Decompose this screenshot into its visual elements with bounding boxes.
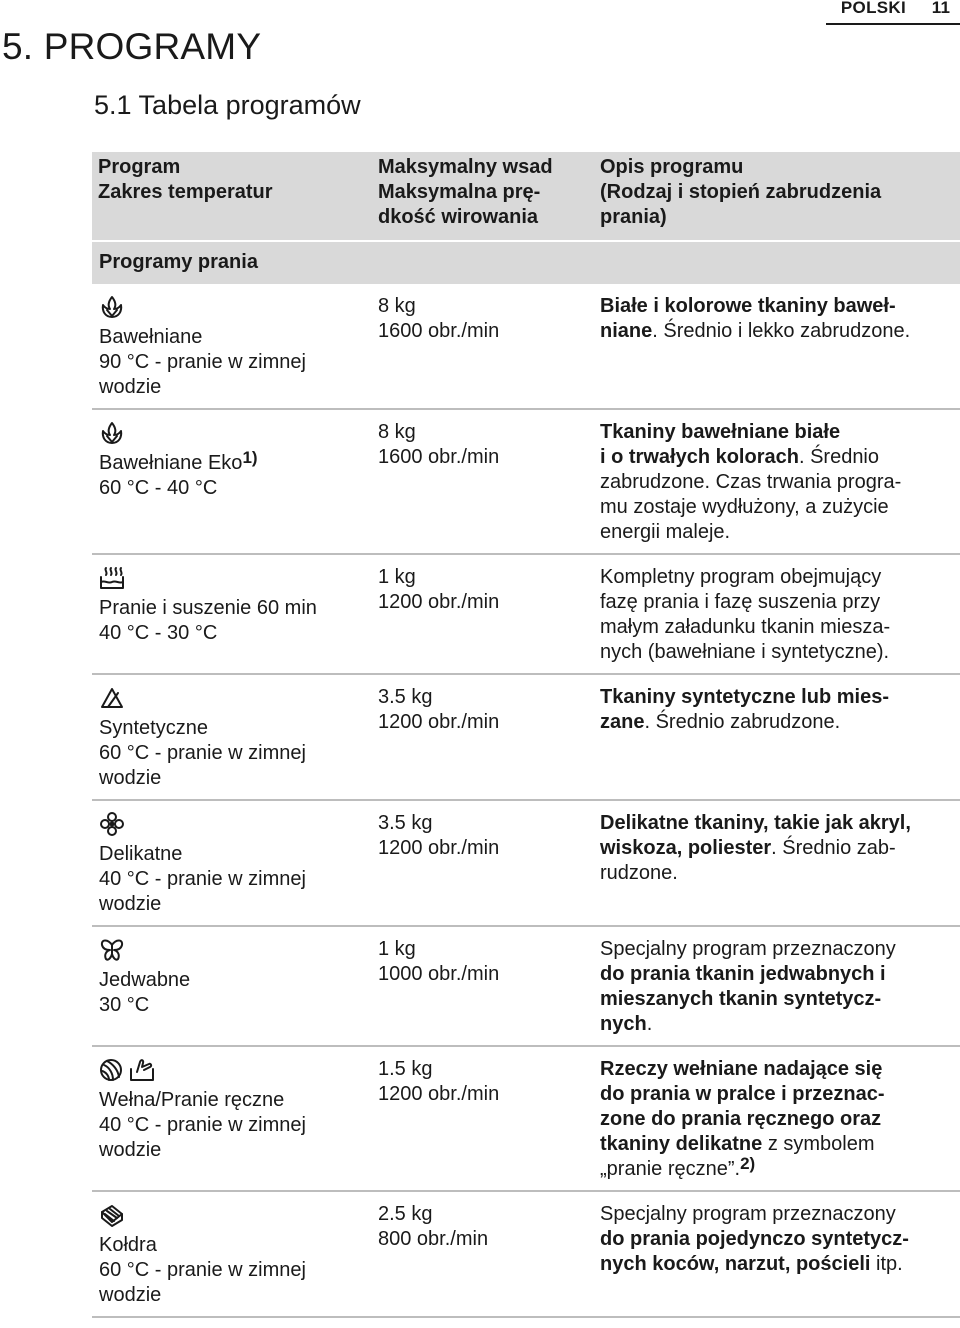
description-cell: [591, 674, 960, 800]
description-cell: [591, 409, 960, 554]
description-line: [600, 420, 954, 445]
handwash-basin-icon: [129, 1057, 155, 1083]
program-name-text: Jedwabne: [99, 969, 191, 991]
description-line: [600, 1154, 954, 1182]
max-spin: 1200 obr./min: [378, 837, 500, 859]
description-text: fazę prania i fazę suszenia przy: [600, 591, 881, 613]
program-cell: [92, 926, 370, 1046]
description-cell: [591, 926, 960, 1046]
max-spin: 1200 obr./min: [378, 1083, 500, 1105]
programs-table: [92, 152, 960, 1318]
description-text: .: [646, 1013, 653, 1035]
header-rule: [826, 23, 960, 25]
wool-yarn-icon: [99, 1057, 125, 1083]
description-bold-text: Białe i kolorowe tkaniny baweł-: [600, 295, 896, 317]
description-line: [600, 685, 954, 710]
header-load: [370, 152, 591, 241]
description-bold-text: Tkaniny syntetyczne lub mies-: [600, 686, 889, 708]
program-name: [99, 716, 370, 741]
header-load-line: dkość wirowania: [378, 206, 539, 228]
wool-handwash-icon: [99, 1057, 155, 1083]
wash-and-dry-icon: [99, 565, 125, 591]
header-program-line: Program: [98, 156, 181, 178]
description-text: zabrudzone. Czas trwania progra-: [600, 471, 902, 493]
section-label: Programy prania: [92, 241, 960, 284]
max-spin: 1200 obr./min: [378, 711, 500, 733]
table-row: [92, 554, 960, 674]
program-name-text: Syntetyczne: [99, 717, 208, 739]
header-load-line: Maksymalny wsad: [378, 156, 553, 178]
description-text: Specjalny program przeznaczony: [600, 938, 896, 960]
max-load: 1 kg: [378, 566, 416, 588]
description-bold-text: zone do prania ręcznego oraz: [600, 1108, 882, 1130]
description-line: [600, 1057, 954, 1082]
header-load-line: Maksymalna prę-: [378, 181, 541, 203]
program-name: [99, 968, 370, 993]
table-header-row: [92, 152, 960, 241]
program-name: [99, 842, 370, 867]
description-text: mu zostaje wydłużony, a zużycie: [600, 496, 889, 518]
temperature-range: wodzie: [99, 1139, 162, 1161]
description-line: [600, 495, 954, 520]
temperature-range: wodzie: [99, 1284, 162, 1306]
temperature-range: wodzie: [99, 893, 162, 915]
description-line: [600, 294, 954, 319]
max-spin: 1600 obr./min: [378, 446, 500, 468]
footnote-ref: 1): [242, 448, 258, 467]
description-text: . Średnio zab-: [771, 837, 896, 859]
delicate-flower-icon: [99, 811, 125, 837]
program-name-text: Bawełniane: [99, 326, 203, 348]
max-load: 8 kg: [378, 295, 416, 317]
description-line: [600, 710, 954, 735]
description-line: [600, 962, 954, 987]
program-cell: [92, 1191, 370, 1317]
description-line: [600, 1132, 954, 1157]
max-load: 1 kg: [378, 938, 416, 960]
header-description-line: Opis programu: [600, 156, 744, 178]
table-row: [92, 1191, 960, 1317]
description-line: [600, 1082, 954, 1107]
description-text: małym załadunku tkanin miesza-: [600, 616, 891, 638]
section-row: [92, 241, 960, 284]
section-title: 5.1 Tabela programów: [94, 90, 361, 120]
description-bold-text: zane: [600, 711, 645, 733]
description-text: itp.: [870, 1253, 903, 1275]
program-name-text: Bawełniane Eko: [99, 452, 243, 474]
description-bold-text: do prania w pralce i przeznac-: [600, 1083, 885, 1105]
header-program-line: Zakres temperatur: [98, 181, 273, 203]
program-cell: [92, 409, 370, 554]
description-text: rudzone.: [600, 862, 678, 884]
description-line: [600, 565, 954, 590]
cotton-eco-icon: [99, 420, 125, 446]
program-name-text: Pranie i suszenie 60 min: [99, 597, 317, 619]
table-row: [92, 284, 960, 409]
description-line: [600, 1227, 954, 1252]
program-name: [99, 448, 370, 476]
description-bold-text: mieszanych tkanin syntetycz-: [600, 988, 882, 1010]
description-cell: [591, 554, 960, 674]
description-line: [600, 520, 954, 545]
description-text: nych (bawełniane i syntetyczne).: [600, 641, 890, 663]
description-bold-text: niane: [600, 320, 653, 342]
program-name-text: Kołdra: [99, 1234, 157, 1256]
temperature-range: wodzie: [99, 767, 162, 789]
description-line: [600, 1012, 954, 1037]
description-cell: [591, 800, 960, 926]
header-page-number: 11: [931, 0, 951, 17]
description-line: [600, 836, 954, 861]
program-cell: [92, 284, 370, 409]
description-line: [600, 640, 954, 665]
description-cell: [591, 1046, 960, 1191]
description-text: Kompletny program obejmujący: [600, 566, 882, 588]
temperature-range: 40 °C - 30 °C: [99, 622, 218, 644]
description-line: [600, 1252, 954, 1277]
description-bold-text: Delikatne tkaniny, takie jak akryl,: [600, 812, 911, 834]
max-load: 3.5 kg: [378, 686, 433, 708]
description-text: . Średnio: [798, 446, 880, 468]
table-row: [92, 926, 960, 1046]
max-load: 2.5 kg: [378, 1203, 433, 1225]
description-bold-text: nych: [600, 1013, 647, 1035]
description-line: [600, 861, 954, 886]
header-description: [591, 152, 960, 241]
description-bold-text: nych koców, narzut, pościeli: [600, 1253, 871, 1275]
duvet-icon: [99, 1202, 125, 1228]
temperature-range: 40 °C - pranie w zimnej: [99, 1114, 306, 1136]
description-text: . Średnio i lekko zabrudzone.: [652, 320, 911, 342]
load-cell: [370, 1191, 591, 1317]
program-name: [99, 325, 370, 350]
temperature-range: 90 °C - pranie w zimnej: [99, 351, 306, 373]
load-cell: [370, 800, 591, 926]
description-bold-text: Rzeczy wełniane nadające się: [600, 1058, 883, 1080]
description-text: z symbolem: [762, 1133, 875, 1155]
max-load: 1.5 kg: [378, 1058, 433, 1080]
max-spin: 1000 obr./min: [378, 963, 500, 985]
description-cell: [591, 284, 960, 409]
program-cell: [92, 1046, 370, 1191]
max-load: 3.5 kg: [378, 812, 433, 834]
program-name-text: Wełna/Pranie ręczne: [99, 1089, 285, 1111]
description-bold-text: wiskoza, poliester: [600, 837, 772, 859]
temperature-range: 30 °C: [99, 994, 150, 1016]
description-line: [600, 615, 954, 640]
program-name-text: Delikatne: [99, 843, 183, 865]
description-bold-text: i o trwałych kolorach: [600, 446, 799, 468]
header-description-line: (Rodzaj i stopień zabrudzenia: [600, 181, 882, 203]
header-language: POLSKI: [840, 0, 906, 17]
cotton-boll-icon: [99, 294, 125, 320]
header-program: [92, 152, 370, 241]
program-cell: [92, 800, 370, 926]
program-name: [99, 596, 370, 621]
max-load: 8 kg: [378, 421, 416, 443]
temperature-range: wodzie: [99, 376, 162, 398]
program-cell: [92, 554, 370, 674]
description-text: energii maleje.: [600, 521, 731, 543]
load-cell: [370, 409, 591, 554]
description-bold-text: tkaniny delikatne: [600, 1133, 763, 1155]
program-name: [99, 1233, 370, 1258]
table-row: [92, 1046, 960, 1191]
description-line: [600, 590, 954, 615]
program-name: [99, 1088, 370, 1113]
max-spin: 1200 obr./min: [378, 591, 500, 613]
load-cell: [370, 554, 591, 674]
description-bold-text: Tkaniny bawełniane białe: [600, 421, 841, 443]
description-text: . Średnio zabrudzone.: [644, 711, 841, 733]
temperature-range: 60 °C - pranie w zimnej: [99, 1259, 306, 1281]
description-bold-text: do prania pojedynczo syntetycz-: [600, 1228, 909, 1250]
max-spin: 1600 obr./min: [378, 320, 500, 342]
description-cell: [591, 1191, 960, 1317]
load-cell: [370, 926, 591, 1046]
description-line: [600, 987, 954, 1012]
description-line: [600, 1202, 954, 1227]
program-cell: [92, 674, 370, 800]
temperature-range: 60 °C - 40 °C: [99, 477, 218, 499]
load-cell: [370, 674, 591, 800]
table-row: [92, 800, 960, 926]
description-line: [600, 1107, 954, 1132]
description-line: [600, 937, 954, 962]
table-row: [92, 674, 960, 800]
description-bold-text: do prania tkanin jedwabnych i: [600, 963, 886, 985]
description-line: [600, 445, 954, 470]
chapter-title: 5. PROGRAMY: [2, 26, 262, 67]
description-text: „pranie ręczne”.: [600, 1158, 741, 1180]
temperature-range: 40 °C - pranie w zimnej: [99, 868, 306, 890]
max-spin: 800 obr./min: [378, 1228, 489, 1250]
synthetic-triangle-icon: [99, 685, 125, 711]
description-line: [600, 811, 954, 836]
load-cell: [370, 284, 591, 409]
description-line: [600, 319, 954, 344]
description-text: Specjalny program przeznaczony: [600, 1203, 896, 1225]
footnote-ref: 2): [740, 1154, 756, 1173]
load-cell: [370, 1046, 591, 1191]
header-description-line: prania): [600, 206, 667, 228]
silk-butterfly-icon: [99, 937, 125, 963]
description-line: [600, 470, 954, 495]
table-row: [92, 409, 960, 554]
temperature-range: 60 °C - pranie w zimnej: [99, 742, 306, 764]
